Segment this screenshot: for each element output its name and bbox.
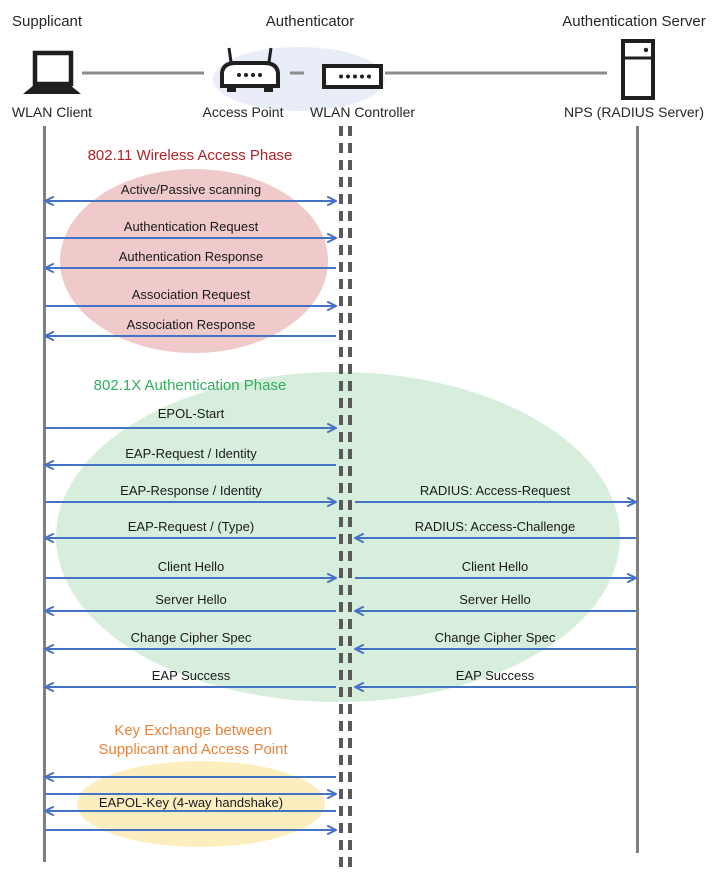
- message-label: Association Response: [126, 317, 256, 332]
- message-label: EAP-Request / (Type): [127, 519, 255, 534]
- device-label-wlan-controller: WLAN Controller: [309, 104, 416, 120]
- message-label: EAP-Request / Identity: [125, 446, 257, 461]
- phase1-title: 802.11 Wireless Access Phase: [87, 147, 293, 164]
- role-authenticator: Authenticator: [265, 13, 355, 30]
- message-label: Change Cipher Spec: [130, 630, 252, 645]
- message-label: Authentication Request: [123, 219, 259, 234]
- device-label-wlan-client: WLAN Client: [11, 104, 93, 120]
- message-label: Client Hello: [157, 559, 225, 574]
- message-label: EAP-Response / Identity: [120, 483, 262, 498]
- phase2-title: 802.1X Authentication Phase: [93, 377, 287, 394]
- message-label: Association Request: [131, 287, 251, 302]
- phase3-title: [60, 721, 326, 759]
- message-label: Change Cipher Spec: [434, 630, 556, 645]
- message-label: Client Hello: [461, 559, 529, 574]
- message-label: RADIUS: Access-Challenge: [414, 519, 576, 534]
- role-supplicant: Supplicant: [12, 13, 83, 30]
- message-label: Authentication Response: [118, 249, 264, 264]
- phase3-title-line1: Key Exchange between: [114, 722, 272, 739]
- message-label: Active/Passive scanning: [120, 182, 262, 197]
- device-label-access-point: Access Point: [202, 104, 284, 120]
- message-label: Server Hello: [459, 592, 531, 607]
- message-label: EAP Success: [151, 668, 231, 683]
- role-authentication-server: Authentication Server: [562, 13, 706, 30]
- message-label: EAP Success: [455, 668, 535, 683]
- message-label: EPOL-Start: [157, 406, 225, 421]
- device-label-nps: NPS (RADIUS Server): [563, 104, 705, 120]
- phase3-title-line2: Supplicant and Access Point: [98, 741, 288, 758]
- message-label: RADIUS: Access-Request: [419, 483, 571, 498]
- message-label: EAPOL-Key (4-way handshake): [98, 795, 284, 810]
- message-label: Server Hello: [155, 592, 227, 607]
